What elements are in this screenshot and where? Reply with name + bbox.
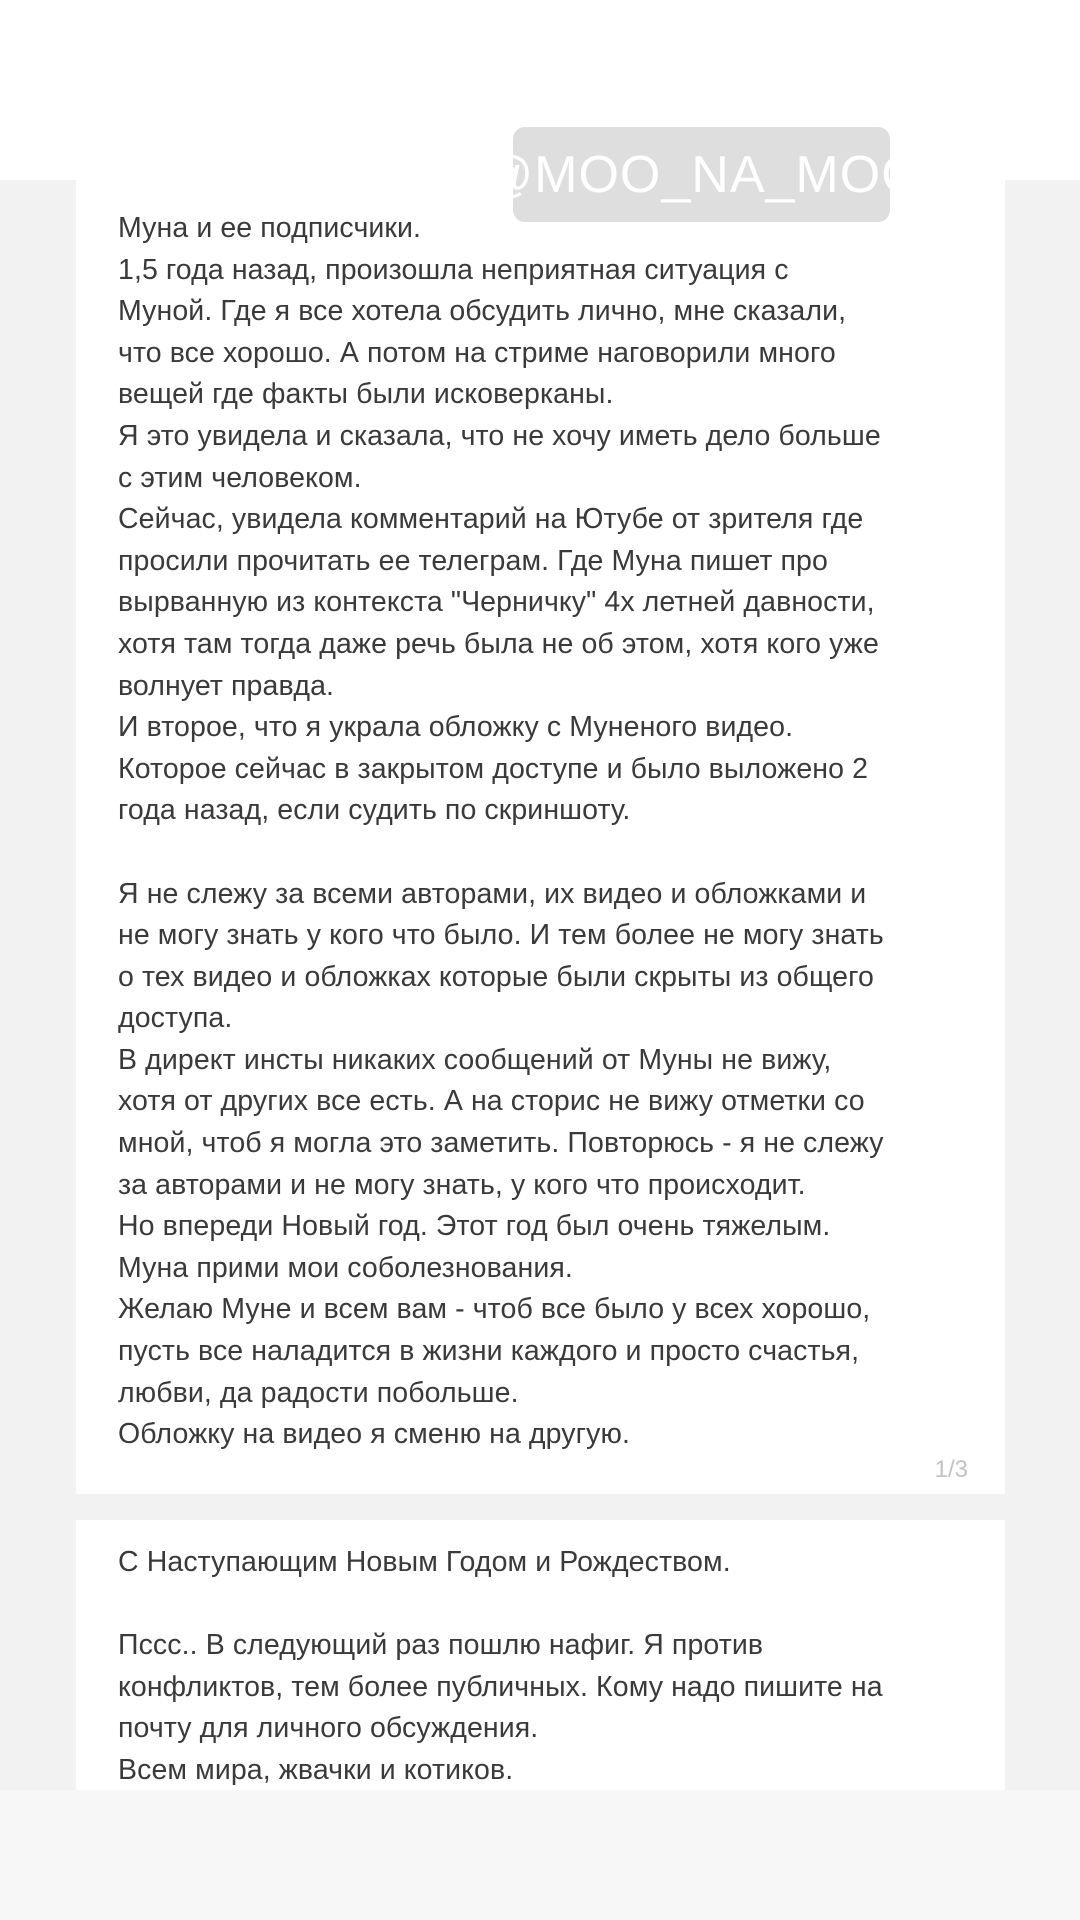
username-watermark xyxy=(480,127,923,222)
page-counter: 1/3 xyxy=(934,1456,968,1483)
bottom-area xyxy=(0,1790,1080,1920)
note-card-1 xyxy=(76,180,1005,1494)
note-text-1: Муна и ее подписчики. 1,5 года назад, произошла неприятная ситуация с Муной. Где я все хотела обсудить лично, мне сказали, что все хорошо. А потом на стриме наговорили много вещей где факты были исковерканы. Я это увидела и сказала, что не хочу иметь дело больше с этим человеком. Сейчас, увидела комментарий на Ютубе от зрителя где просили прочитать ее телеграм. Где Муна пишет про вырванную из контекста "Черничку" 4х летней давности, хотя там тогда даже речь была не об этом, хотя кого уже волнует правда. И второе, что я украла обложку с Муненого видео. Которое сейчас в закрытом доступе и было выложено 2 года назад, если судить по скриншоту. Я не слежу за всеми авторами, их видео и обложками и не могу знать у кого что было. И тем более не могу знать о тех видео и обложках которые были скрыты из общего доступа. В директ инсты никаких сообщений от Муны не вижу, хотя от других все есть. А на сторис не вижу отметки со мной, чтоб я могла это заметить. Повторюсь - я не слежу за авторами и не могу знать, у кого что происходит. Но впереди Новый год. Этот год был очень тяжелым. Муна прими мои соболезнования. Желаю Муне и всем вам - чтоб все было у всех хорошо, пусть все наладится в жизни каждого и просто счастья, любви, да радости побольше. Обложку на видео я сменю на другую. xyxy=(118,212,884,1451)
note-card-2 xyxy=(76,1520,1005,1790)
note-text-2: С Наступающим Новым Годом и Рождеством. Пссс.. В следующий раз пошлю нафиг. Я против конфликтов, тем более публичных. Кому надо пишите на почту для личного обсуждения. Всем мира, жвачки и котиков. xyxy=(118,1546,883,1786)
username-label: @MOO_NA_MOO xyxy=(480,145,923,204)
